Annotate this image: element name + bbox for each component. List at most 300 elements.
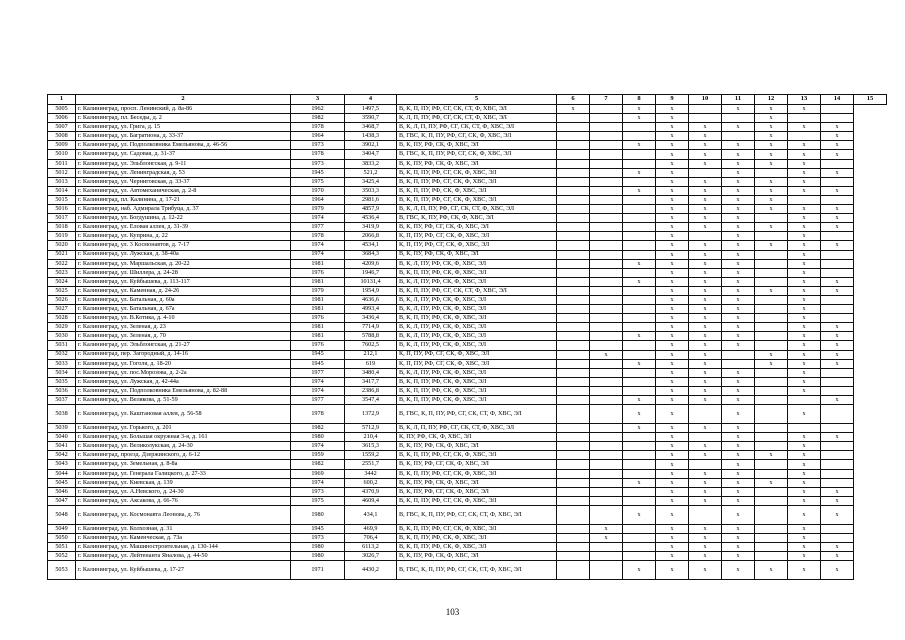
mark-cell [689,232,722,241]
mark-cell: х [623,424,656,433]
mark-cell: х [788,250,821,259]
works-list-cell: В, К, Л, ПУ, РФ, СК, Ф, ХВС, ЭЛ [397,295,557,304]
works-list-cell: В, К, П, ПУ, РФ, СК, Ф, ХВС, ЭЛ [397,314,557,323]
year-cell: 1973 [291,534,345,543]
mark-cell [623,286,656,295]
mark-cell: х [821,186,854,195]
area-cell: 3902,1 [345,141,397,150]
address-cell: г. Калининград, ул. Еловая аллея, д. 31-39 [76,223,291,232]
mark-cell: х [689,478,722,487]
area-cell: 1438,3 [345,132,397,141]
mark-cell [689,460,722,469]
mark-cell [557,424,590,433]
address-cell: г. Калининград, ул. Грига, д. 15 [76,123,291,132]
mark-cell: х [656,460,689,469]
column-header: 7 [590,95,623,105]
area-cell: 3026,7 [345,552,397,561]
mark-cell: х [656,332,689,341]
address-cell: г. Калининград, ул. Великолукская, д. 24-30 [76,442,291,451]
mark-cell: х [788,305,821,314]
table-row [48,314,887,323]
works-list-cell: В, К, П, ПУ, РФ, СГ, СК, СТ, Ф, ХВС, ЭЛ [397,105,557,114]
works-list-cell: В, К, П, ПУ, РФ, СГ, СК, СТ, Ф, ХВС, ЭЛ [397,286,557,295]
works-list-cell: В, К, П, ПУ, РФ, СГ, СК, Ф, ХВС, ЭЛ [397,496,557,505]
row-id-cell: 5038 [48,405,76,424]
mark-cell [590,424,623,433]
works-list-cell: В, К, Л, ПУ, РФ, СК, Ф, ХВС, ЭЛ [397,323,557,332]
mark-cell: х [788,552,821,561]
mark-cell [623,295,656,304]
mark-cell [722,132,755,141]
mark-cell [755,469,788,478]
mark-cell [722,359,755,368]
table-row [48,205,887,214]
works-list-cell: В, К, Л, ПУ, РФ, СК, Ф, ХВС, ЭЛ [397,305,557,314]
mark-cell: х [722,295,755,304]
address-cell: г. Калининград, ул. Садовая, д. 31-37 [76,150,291,159]
address-cell: г. Калининград, ул. Зеленая, д. 23 [76,323,291,332]
row-id-cell: 5022 [48,259,76,268]
mark-cell: х [656,451,689,460]
mark-cell: х [656,350,689,359]
mark-cell [821,442,854,451]
mark-cell: х [755,223,788,232]
works-list-cell: В, К, Л, ПУ, РФ, СК, Ф, ХВС, ЭЛ [397,341,557,350]
area-cell: 3425,4 [345,177,397,186]
mark-cell [557,377,590,386]
area-cell: 3684,3 [345,250,397,259]
area-cell: 6113,2 [345,543,397,552]
mark-cell: х [788,186,821,195]
mark-cell [755,552,788,561]
address-cell: г. Калининград, ул. Богдушина, д. 12-22 [76,214,291,223]
mark-cell: х [656,405,689,424]
row-id-cell: 5029 [48,323,76,332]
column-header: 6 [557,95,590,105]
table-row [48,123,887,132]
mark-cell: х [722,341,755,350]
row-id-cell: 5034 [48,368,76,377]
table-row [48,424,887,433]
mark-cell: х [656,223,689,232]
mark-cell: х [755,105,788,114]
mark-cell [623,241,656,250]
mark-cell [755,396,788,405]
area-cell: 4430,2 [345,561,397,580]
table-row [48,259,887,268]
year-cell: 1980 [291,505,345,524]
mark-cell: х [788,205,821,214]
mark-cell [755,214,788,223]
address-cell: г. Калининград, ул. Черниговская, д. 33-37 [76,177,291,186]
address-cell: г. Калининград, ул. Гоголя, д. 18-20 [76,359,291,368]
mark-cell: х [788,478,821,487]
mark-cell [821,105,854,114]
works-list-cell: В, К, П, ПУ, РФ, СГ, СК, Ф, ХВС, ЭЛ [397,195,557,204]
mark-cell: х [722,442,755,451]
table-row [48,305,887,314]
area-cell: 600,2 [345,478,397,487]
mark-cell: х [656,534,689,543]
mark-cell [557,478,590,487]
mark-cell: х [821,396,854,405]
mark-cell: х [722,314,755,323]
row-id-cell: 5012 [48,168,76,177]
mark-cell: х [788,268,821,277]
address-cell: г. Калининград, ул. Каменческая, д. 73а [76,534,291,543]
area-cell: 2551,7 [345,460,397,469]
mark-cell [623,487,656,496]
mark-cell [557,552,590,561]
mark-cell [821,250,854,259]
row-id-cell: 5026 [48,295,76,304]
mark-cell: х [722,487,755,496]
address-cell: г. Калининград, ул. А.Невского, д. 24-30 [76,487,291,496]
mark-cell [557,323,590,332]
works-list-cell: В, К, Л, ПУ, РФ, СК, Ф, ХВС, ЭЛ [397,277,557,286]
mark-cell: х [788,543,821,552]
mark-cell [623,177,656,186]
mark-cell: х [656,114,689,123]
row-id-cell: 5045 [48,478,76,487]
works-list-cell: В, К, П, ПУ, РФ, СК, Ф, ХВС, ЭЛ [397,377,557,386]
address-cell: г. Калининград, ул. Ленинградская, д. 53 [76,168,291,177]
mark-cell [557,295,590,304]
mark-cell: х [656,195,689,204]
mark-cell [623,543,656,552]
year-cell: 1974 [291,442,345,451]
address-cell: г. Калининград, просп. Ленинский, д. 8а-86 [76,105,291,114]
year-cell: 1980 [291,543,345,552]
works-list-cell: В, К, П, ПУ, РФ, СГ, СК, Ф, ХВС, ЭЛ [397,469,557,478]
mark-cell [557,141,590,150]
area-cell: 4370,9 [345,487,397,496]
mark-cell [557,223,590,232]
area-cell: 3436,4 [345,314,397,323]
column-header: 3 [291,95,345,105]
table-row [48,323,887,332]
mark-cell: х [656,214,689,223]
mark-cell: х [821,487,854,496]
mark-cell [557,268,590,277]
mark-cell: х [788,314,821,323]
mark-cell: х [755,561,788,580]
mark-cell: х [689,268,722,277]
mark-cell [722,350,755,359]
mark-cell [755,277,788,286]
row-id-cell: 5024 [48,277,76,286]
mark-cell [557,214,590,223]
year-cell: 1974 [291,478,345,487]
year-cell: 1973 [291,487,345,496]
year-cell: 1981 [291,305,345,314]
mark-cell: х [788,295,821,304]
mark-cell [623,534,656,543]
mark-cell: х [656,159,689,168]
mark-cell: х [689,186,722,195]
mark-cell [590,433,623,442]
mark-cell [623,460,656,469]
mark-cell: х [722,424,755,433]
mark-cell: х [821,150,854,159]
mark-cell [623,250,656,259]
address-cell: г. Калининград, ул. Космонавта Леонова, д. 76 [76,505,291,524]
mark-cell: х [788,368,821,377]
mark-cell: х [689,487,722,496]
row-id-cell: 5006 [48,114,76,123]
area-cell: 3419,9 [345,223,397,232]
address-cell: г. Калининград, ул. Каменная, д. 24-26 [76,286,291,295]
mark-cell [755,305,788,314]
area-cell: 3547,4 [345,396,397,405]
mark-cell: х [689,141,722,150]
mark-cell: х [689,451,722,460]
row-id-cell: 5015 [48,195,76,204]
mark-cell [623,377,656,386]
year-cell: 1977 [291,368,345,377]
column-header: 13 [788,95,821,105]
mark-cell: х [557,105,590,114]
area-cell: 4636,6 [345,295,397,304]
mark-cell [623,214,656,223]
mark-cell: х [689,195,722,204]
address-cell: г. Калининград, ул. Лужская, д. 42-44а [76,377,291,386]
works-list-cell: В, К, ПУ, РФ, СК, Ф, ХВС, ЭЛ [397,478,557,487]
year-cell: 1979 [291,286,345,295]
mark-cell: х [722,305,755,314]
table-row [48,469,887,478]
address-cell: г. Калининград, ул. Генерала Галицкого, д. 27-33 [76,469,291,478]
mark-cell [755,268,788,277]
table-row [48,386,887,395]
mark-cell: х [656,505,689,524]
mark-cell: х [722,433,755,442]
mark-cell: х [722,150,755,159]
mark-cell [623,469,656,478]
mark-cell: х [755,177,788,186]
mark-cell: х [755,205,788,214]
column-header: 9 [656,95,689,105]
address-cell: г. Калининград, ул. Подполковника Емельянова, д. 82-88 [76,386,291,395]
mark-cell: х [689,259,722,268]
works-list-cell: В, К, Л, П, ПУ, РФ, СГ, СК, СТ, Ф, ХВС, ЭЛ [397,123,557,132]
mark-cell: х [689,359,722,368]
mark-cell [755,368,788,377]
mark-cell [590,159,623,168]
mark-cell [788,114,821,123]
mark-cell: х [623,405,656,424]
year-cell: 1945 [291,350,345,359]
row-id-cell: 5018 [48,223,76,232]
year-cell: 1975 [291,496,345,505]
table-row [48,250,887,259]
mark-cell: х [623,141,656,150]
mark-cell [590,123,623,132]
mark-cell: х [788,241,821,250]
mark-cell: х [821,561,854,580]
mark-cell: х [788,232,821,241]
mark-cell: х [788,323,821,332]
mark-cell: х [656,359,689,368]
address-cell: г. Калининград, пл. Беседы, д. 2 [76,114,291,123]
area-cell: 4857,9 [345,205,397,214]
column-header: 4 [345,95,397,105]
mark-cell: х [656,105,689,114]
mark-cell: х [689,552,722,561]
column-header: 15 [854,95,887,105]
mark-cell: х [656,524,689,533]
mark-cell: х [755,241,788,250]
table-row [48,442,887,451]
works-list-cell: В, К, ПУ, РФ, СК, Ф, ХВС, ЭЛ [397,442,557,451]
mark-cell [821,368,854,377]
row-id-cell: 5051 [48,543,76,552]
mark-cell [755,543,788,552]
area-cell: 3833,2 [345,159,397,168]
works-list-cell: В, К, П, ПУ, РФ, СГ, СК, Ф, ХВС, ЭЛ [397,524,557,533]
mark-cell [755,386,788,395]
mark-cell [590,396,623,405]
mark-cell: х [623,277,656,286]
mark-cell: х [623,561,656,580]
mark-cell [590,141,623,150]
mark-cell [623,433,656,442]
area-cell: 3468,7 [345,123,397,132]
mark-cell: х [788,177,821,186]
mark-cell [557,534,590,543]
area-cell: 3590,7 [345,114,397,123]
mark-cell: х [788,159,821,168]
works-list-cell: В, ГВС, К, ПУ, РФ, СК, Ф, ХВС, ЭЛ [397,214,557,223]
mark-cell: х [722,505,755,524]
mark-cell: х [656,478,689,487]
mark-cell: х [722,159,755,168]
mark-cell [590,505,623,524]
mark-cell: х [722,469,755,478]
address-cell: г. Калининград, ул. Куйбышева, д. 17-27 [76,561,291,580]
address-cell: г. Калининград, ул. Эльблонгская, д. 21-27 [76,341,291,350]
address-cell: г. Калининград, ул. Земельная, д. 8-8а [76,460,291,469]
row-id-cell: 5019 [48,232,76,241]
column-header: 14 [821,95,854,105]
table-row [48,214,887,223]
mark-cell: х [689,277,722,286]
mark-cell [590,277,623,286]
mark-cell [557,205,590,214]
address-cell: г. Калининград, ул. Киевская, д. 139 [76,478,291,487]
mark-cell: х [689,323,722,332]
mark-cell [590,341,623,350]
works-list-cell: В, К, П, ПУ, РФ, СГ, СК, Ф, ХВС, ЭЛ [397,177,557,186]
works-list-cell: В, К, Л, ПУ, РФ, СК, Ф, ХВС, ЭЛ [397,259,557,268]
table-row [48,460,887,469]
mark-cell: х [722,332,755,341]
row-id-cell: 5028 [48,314,76,323]
mark-cell: х [722,323,755,332]
mark-cell [590,195,623,204]
mark-cell: х [623,259,656,268]
mark-cell: х [722,186,755,195]
works-list-cell: В, К, ПУ, РФ, СГ, СК, Ф, ХВС, ЭЛ [397,487,557,496]
year-cell: 1982 [291,460,345,469]
mark-cell: х [689,442,722,451]
table-row [48,405,887,424]
year-cell: 1974 [291,241,345,250]
mark-cell: х [788,259,821,268]
address-cell: г. Калининград, ул. Багратиона, д. 33-37 [76,132,291,141]
row-id-cell: 5040 [48,433,76,442]
mark-cell [623,451,656,460]
mark-cell: х [755,350,788,359]
mark-cell: х [722,561,755,580]
mark-cell: х [788,286,821,295]
works-list-cell: В, К, П, ПУ, РФ, СК, Ф, ХВС, ЭЛ [397,268,557,277]
mark-cell [755,332,788,341]
table-row [48,195,887,204]
mark-cell: х [656,543,689,552]
mark-cell [755,442,788,451]
row-id-cell: 5039 [48,424,76,433]
mark-cell [557,433,590,442]
mark-cell: х [788,505,821,524]
works-list-cell: В, К, Л, П, ПУ, РФ, СГ, СК, СТ, Ф, ХВС, ЭЛ [397,205,557,214]
column-header: 11 [722,95,755,105]
mark-cell: х [689,150,722,159]
year-cell: 1981 [291,259,345,268]
mark-cell [623,496,656,505]
mark-cell: х [689,543,722,552]
year-cell: 1981 [291,323,345,332]
mark-cell [590,543,623,552]
row-id-cell: 5032 [48,350,76,359]
table-row [48,433,887,442]
mark-cell [590,223,623,232]
mark-cell: х [656,268,689,277]
mark-cell [623,323,656,332]
table-row [48,341,887,350]
table-row [48,332,887,341]
row-id-cell: 5021 [48,250,76,259]
mark-cell: х [755,195,788,204]
row-id-cell: 5009 [48,141,76,150]
mark-cell: х [656,377,689,386]
table-row [48,286,887,295]
works-list-cell: В, К, ПУ, РФ, СК, Ф, ХВС, ЭЛ [397,552,557,561]
mark-cell: х [656,552,689,561]
works-list-cell: В, К, П, ПУ, РФ, СК, Ф, ХВС, ЭЛ [397,386,557,395]
mark-cell: х [689,350,722,359]
mark-cell [590,332,623,341]
mark-cell: х [722,259,755,268]
mark-cell [821,268,854,277]
mark-cell [755,505,788,524]
mark-cell: х [722,377,755,386]
row-id-cell: 5027 [48,305,76,314]
mark-cell [590,377,623,386]
column-header: 12 [755,95,788,105]
mark-cell: х [722,105,755,114]
mark-cell: х [656,241,689,250]
year-cell: 1976 [291,341,345,350]
mark-cell: х [656,232,689,241]
year-cell: 1976 [291,268,345,277]
year-cell: 1974 [291,250,345,259]
year-cell: 1973 [291,141,345,150]
year-cell: 1973 [291,159,345,168]
mark-cell: х [821,496,854,505]
mark-cell: х [689,132,722,141]
mark-cell [557,442,590,451]
